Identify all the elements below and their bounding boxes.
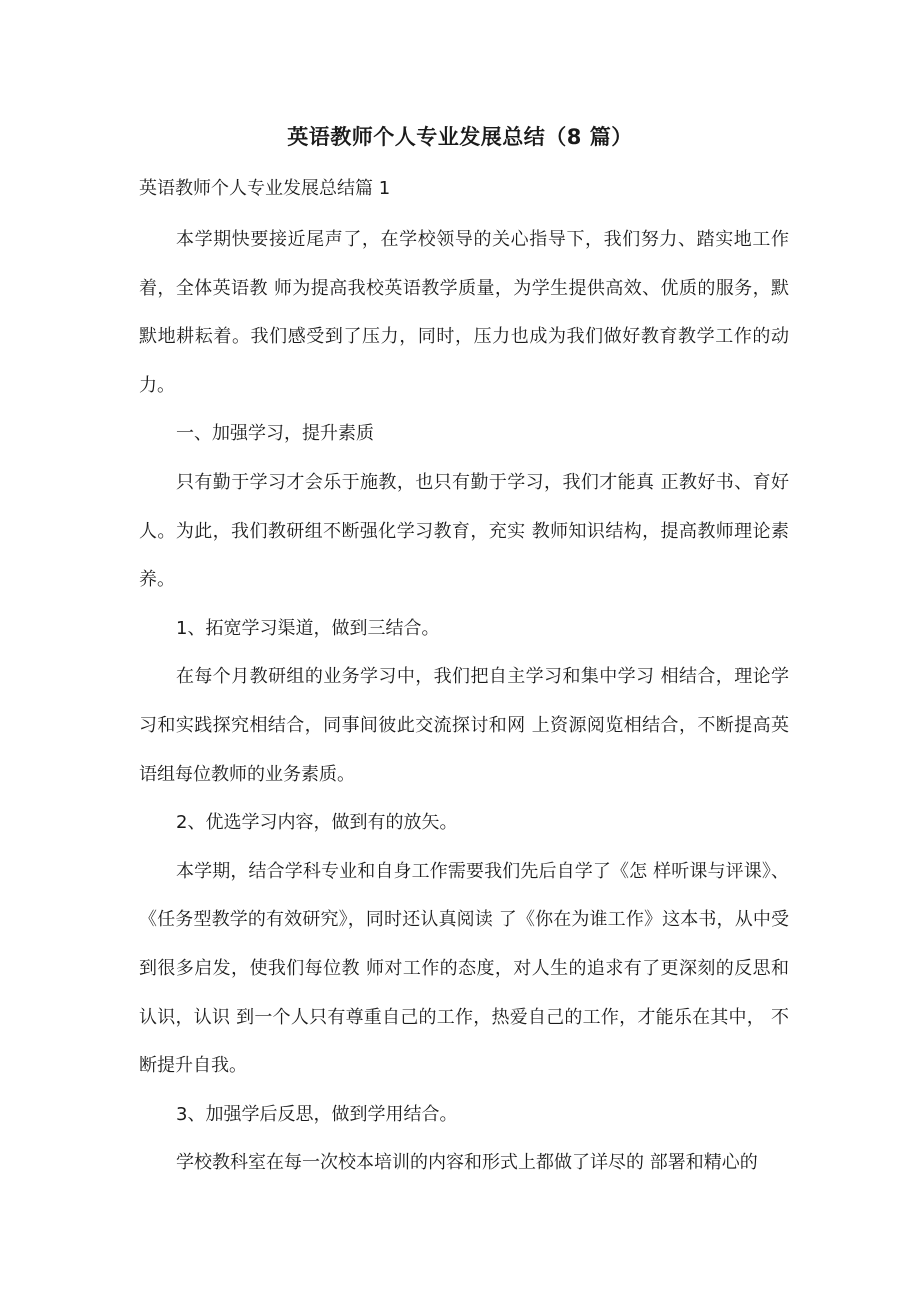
paragraph-study: 只有勤于学习才会乐于施教，也只有勤于学习，我们才能真 正教好书、育好人。为此，我们教研组不断强化学习教育，充实 教师知识结构，提高教师理论素养。 — [139, 471, 789, 591]
paragraph-channels: 在每个月教研组的业务学习中，我们把自主学习和集中学习 相结合，理论学习和实践探究相结合，同事间彼此交流探讨和网 上资源阅览相结合，不断提高英语组每位教师的业务素质。 — [139, 666, 789, 785]
subheading-select-content: 2、优选学习内容，做到有的放矢。 — [176, 812, 458, 834]
subheading-reflection: 3、加强学后反思，做到学用结合。 — [176, 1103, 458, 1125]
subheading-strengthen-study: 一、加强学习，提升素质 — [176, 423, 374, 445]
section-heading: 英语教师个人专业发展总结篇 1 — [139, 178, 391, 199]
paragraph-reflection: 学校教科室在每一次校本培训的内容和形式上都做了详尽的 部署和精心的 — [176, 1152, 758, 1174]
subheading-broaden-channels: 1、拓宽学习渠道，做到三结合。 — [176, 617, 440, 639]
paragraph-content: 本学期，结合学科专业和自身工作需要我们先后自学了《怎 样听课与评课》、《任务型教学的有效研究》，同时还认真阅读 了《你在为谁工作》这本书，从中受到很多启发，使我们每位教 师对工作的态度，对人生的追求有了更深刻的反思和认识，认识 到一个人只有尊重自己的工作，热爱自己的工作，才能乐在其中， 不断提升自我。 — [139, 860, 789, 1077]
paragraph-intro: 本学期快要接近尾声了，在学校领导的关心指导下，我们努力、踏实地工作着，全体英语教 师为提高我校英语教学质量，为学生提供高效、优质的服务，默 默地耕耘着。我们感受到了压力，同时，压力也成为我们做好教育教学工作的动力。 — [139, 229, 789, 396]
document-title: 英语教师个人专业发展总结（8 篇） — [287, 125, 633, 149]
document-body — [139, 216, 789, 1188]
